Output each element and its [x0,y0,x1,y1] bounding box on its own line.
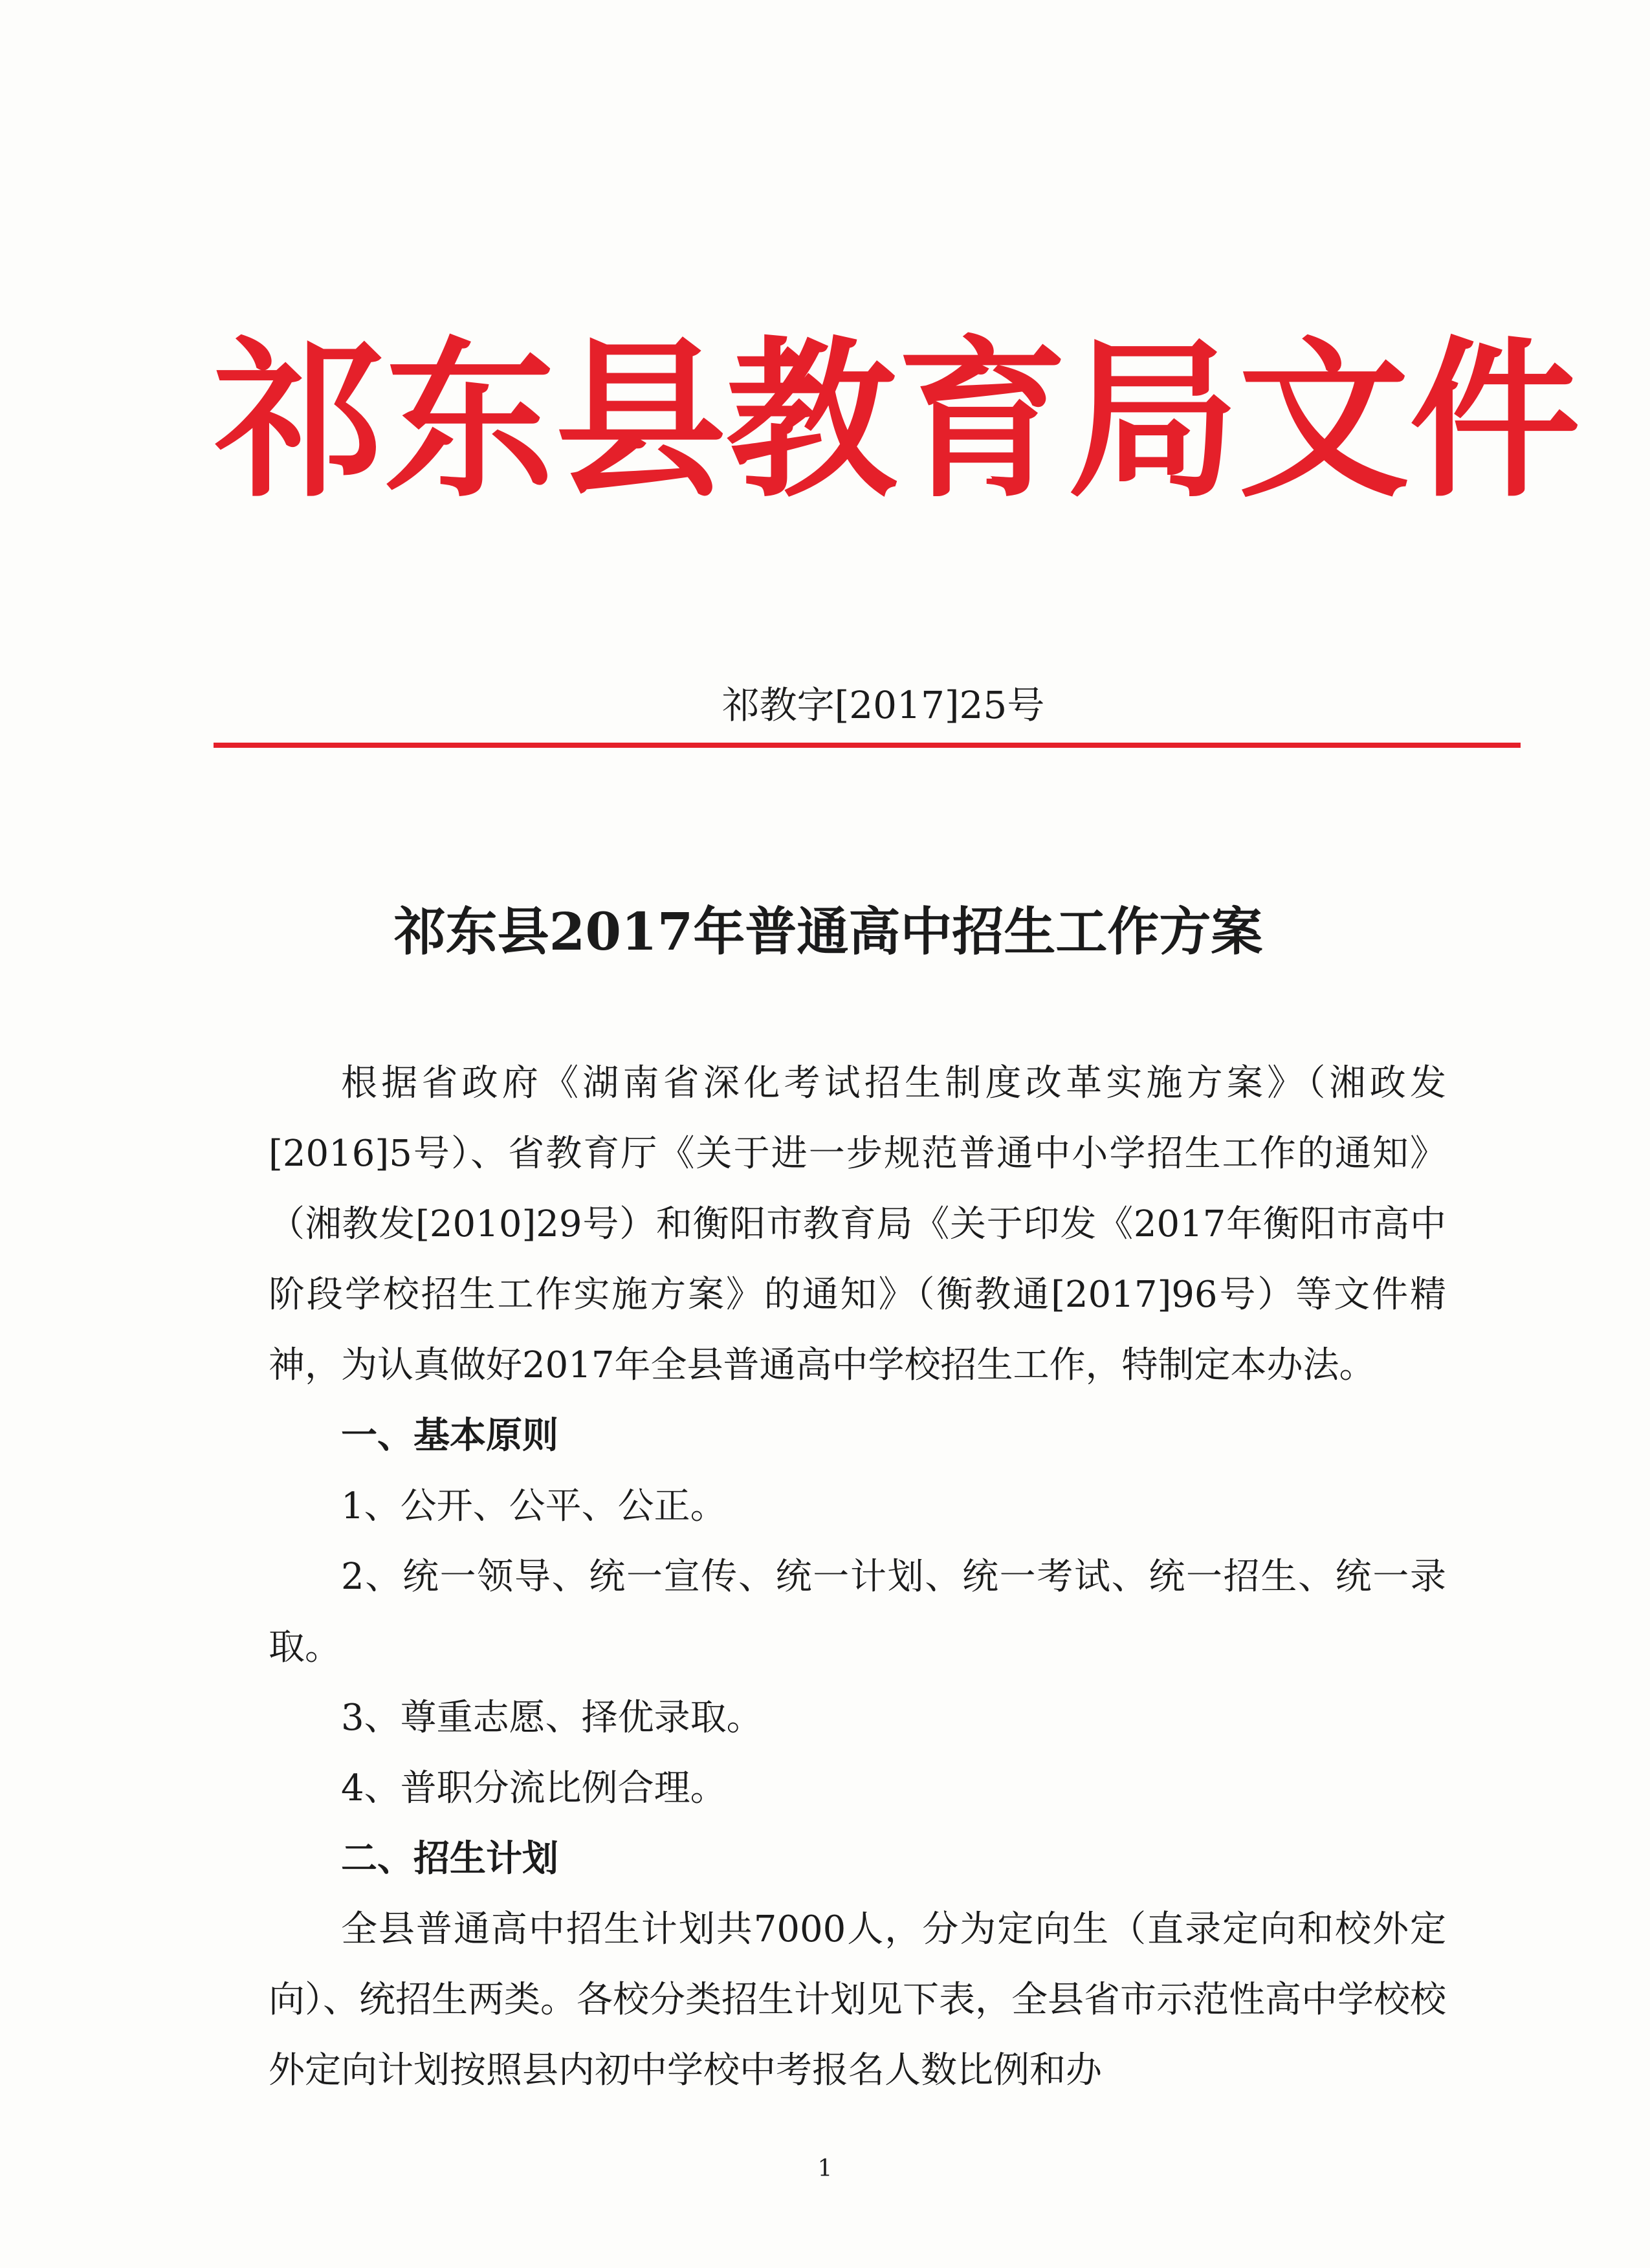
document-body [269,1048,1446,2106]
section-heading-plan: 二、招生计划 [341,1838,558,1880]
plan-paragraph: 全县普通高中招生计划共7000人，分为定向生（直录定向和校外定向）、统招生两类。各校分类招生计划见下表，全县省市示范性高中学校校外定向计划按照县内初中学校中考报名人数比例和办 [269,1908,1446,2091]
intro-paragraph: 根据省政府《湖南省深化考试招生制度改革实施方案》（湘政发[2016]5号）、省教育厅《关于进一步规范普通中小学招生工作的通知》（湘教发[2010]29号）和衡阳市教育局《关于印发《2017年衡阳市高中阶段学校招生工作实施方案》的通知》（衡教通[2017]96号）等文件精神，为认真做好2017年全县普通高中学校招生工作，特制定本办法。 [269,1062,1446,1386]
header-divider [214,743,1521,748]
section-heading-principles: 一、基本原则 [341,1415,558,1457]
principle-item: 3、尊重志愿、择优录取。 [341,1697,763,1739]
document-number: 祁教字[2017]25号 [721,683,1045,727]
document-header: 祁东县教育局文件 [214,320,1580,521]
principle-item: 4、普职分流比例合理。 [341,1767,727,1809]
page-number: 1 [817,2155,833,2182]
document-title: 祁东县2017年普通高中招生工作方案 [393,901,1263,962]
principle-item: 2、统一领导、统一宣传、统一计划、统一考试、统一招生、统一录取。 [269,1556,1446,1668]
principle-item: 1、公开、公平、公正。 [341,1485,727,1527]
